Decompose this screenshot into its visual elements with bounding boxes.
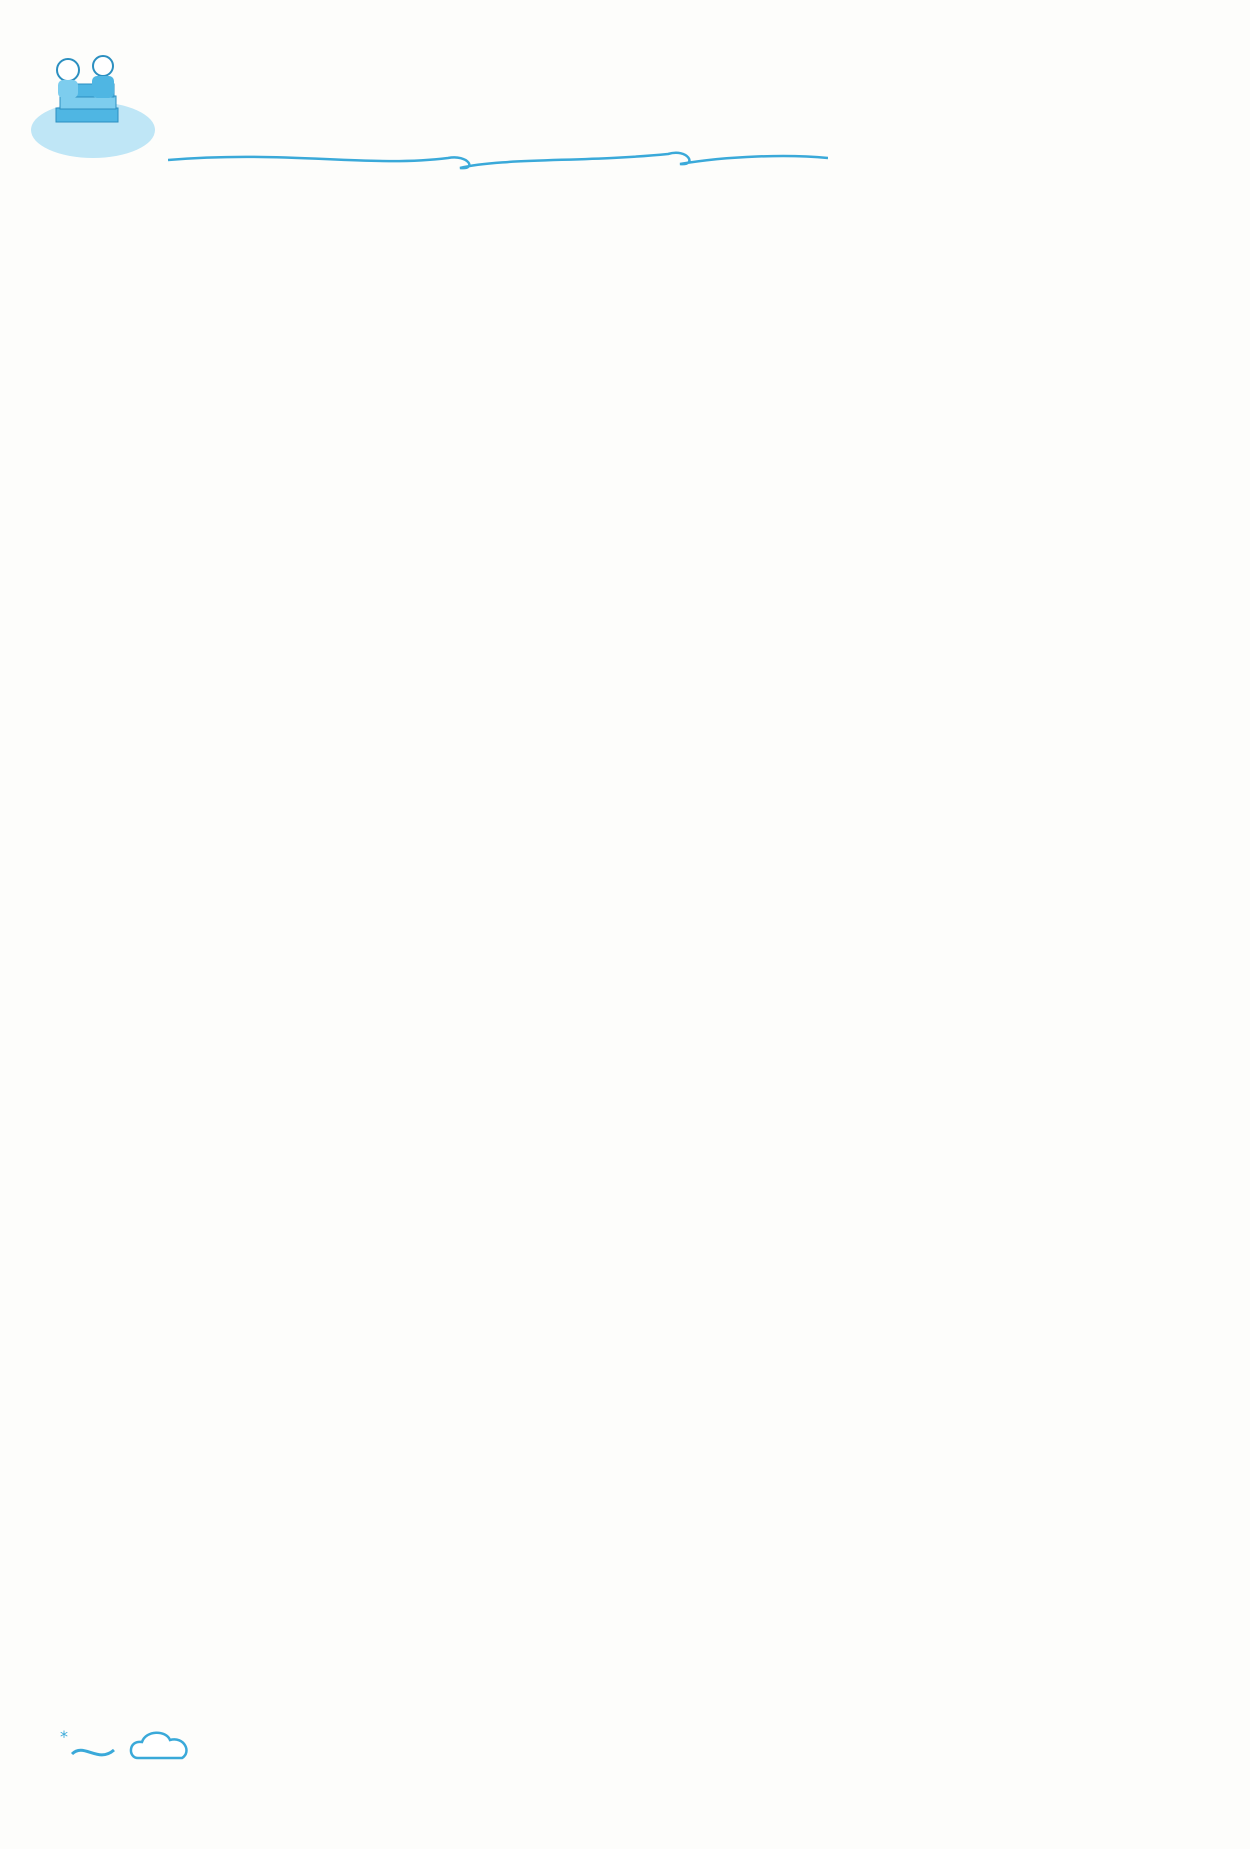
unit2-section-2-line-1 (135, 1350, 205, 1378)
unit2-section-2-line-2 (183, 1402, 223, 1430)
header-wave-decoration (168, 140, 828, 180)
unit2-title (0, 1218, 1250, 1256)
cloud-star-decoration-icon (58, 1718, 208, 1774)
page-header (28, 52, 828, 172)
unit2-section-2-line-3 (183, 1454, 205, 1482)
unit1-title (0, 468, 1250, 506)
kids-reading-books-icon (28, 52, 158, 162)
svg-text:*: * (60, 1727, 68, 1746)
